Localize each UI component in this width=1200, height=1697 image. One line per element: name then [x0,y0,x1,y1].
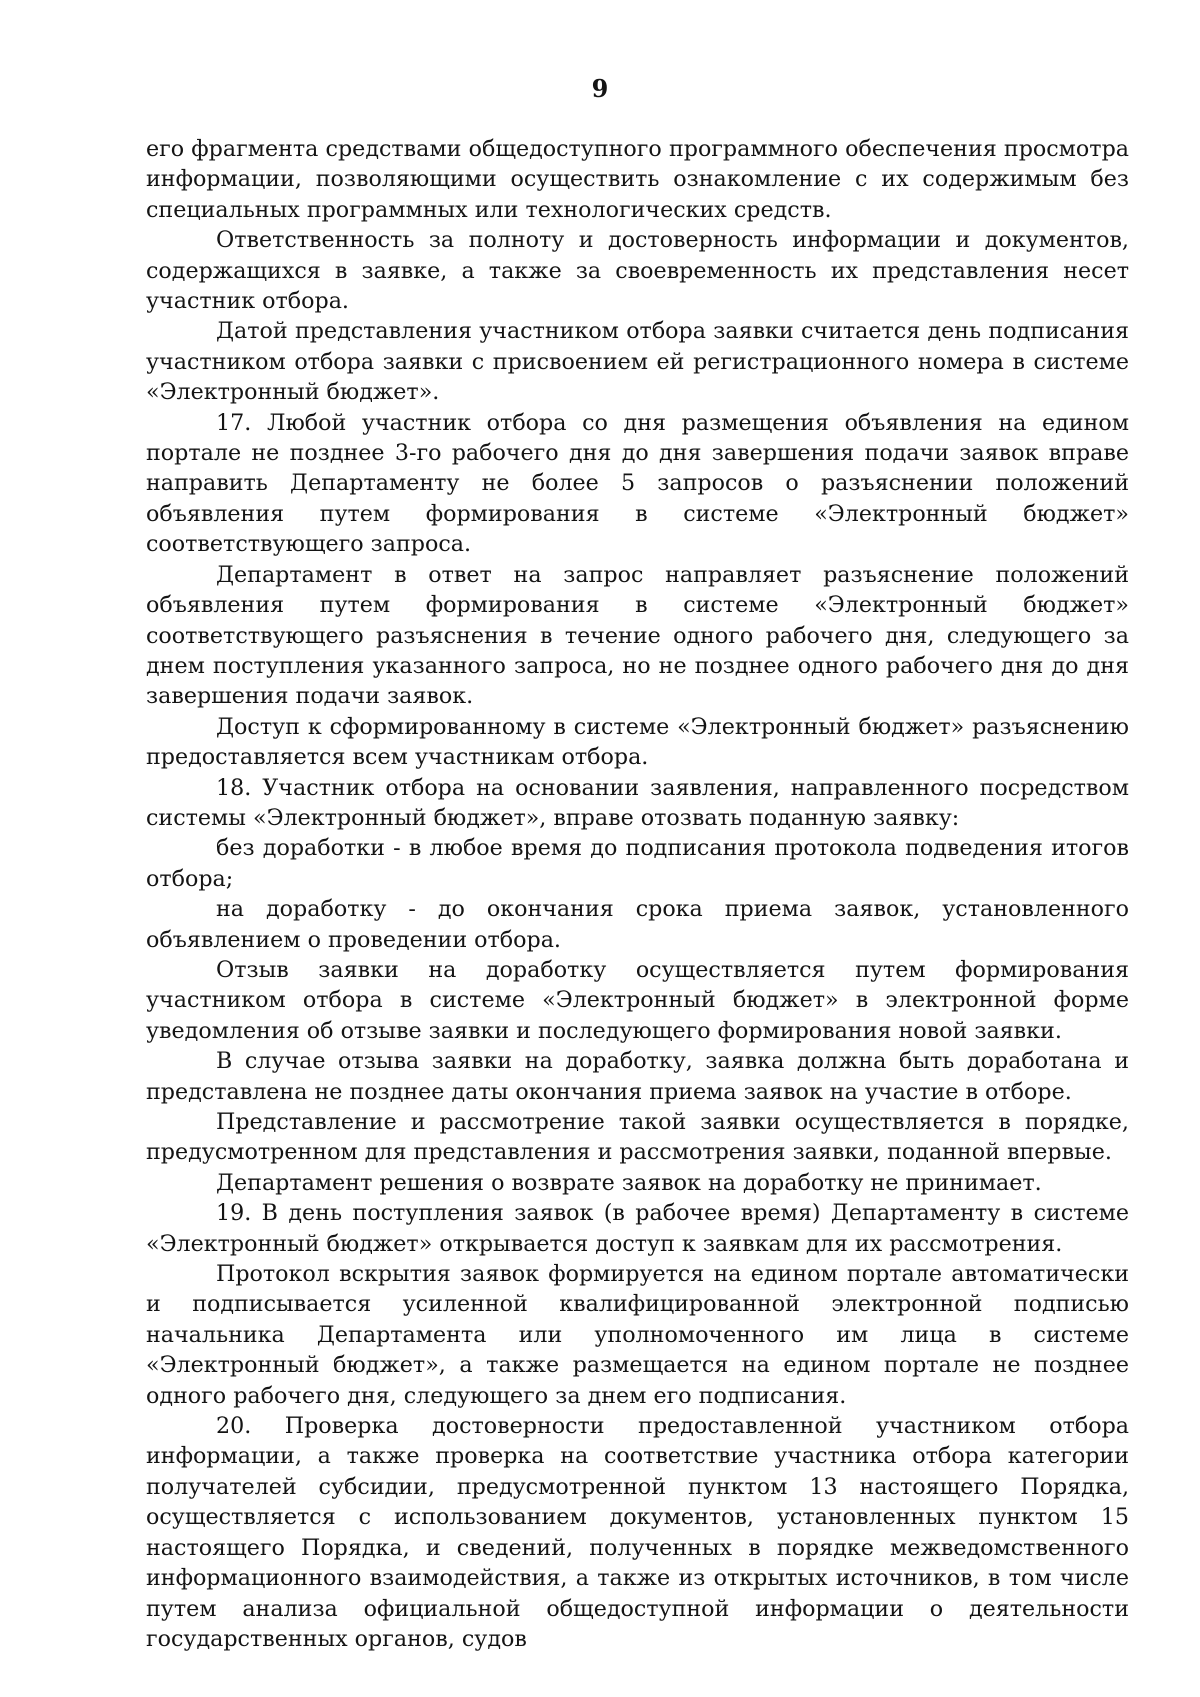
paragraph: Департамент в ответ на запрос направляет разъяснение положений объявления путем формирования в системе «Электронный бюджет» соответствующего разъяснения в течение одного рабочего дня, следующего за днем поступления указанного запроса, но не позднее одного рабочего дня до дня завершения подачи заявок. [146,561,1129,710]
paragraph: его фрагмента средствами общедоступного программного обеспечения просмотра информации, позволяющими осуществить ознакомление с их содержимым без специальных программных или технологических средств. [146,136,1129,223]
document-body [146,134,1129,1654]
paragraph: Департамент решения о возврате заявок на доработку не принимает. [216,1169,1042,1196]
paragraph: Датой представления участником отбора заявки считается день подписания участником отбора заявки с присвоением ей регистрационного номера в системе «Электронный бюджет». [146,318,1129,406]
paragraph: без доработки - в любое время до подписания протокола подведения итогов отбора; [146,835,1129,892]
page-number: 9 [591,74,609,103]
paragraph: 18. Участник отбора на основании заявления, направленного посредством системы «Электронный бюджет», вправе отозвать поданную заявку: [146,774,1129,831]
paragraph: Представление и рассмотрение такой заявки осуществляется в порядке, предусмотренном для представления и рассмотрения заявки, поданной впервые. [146,1109,1129,1166]
paragraph: 19. В день поступления заявок (в рабочее время) Департаменту в системе «Электронный бюджет» открывается доступ к заявкам для их рассмотрения. [146,1200,1129,1257]
paragraph: 17. Любой участник отбора со дня размещения объявления на едином портале не позднее 3-го рабочего дня до дня завершения подачи заявок вправе направить Департаменту не более 5 запросов о разъяснении положений объявления путем формирования в системе «Электронный бюджет» соответствующего запроса. [146,409,1129,558]
paragraph: Отзыв заявки на доработку осуществляется путем формирования участником отбора в системе «Электронный бюджет» в электронной форме уведомления об отзыве заявки и последующего формирования новой заявки. [146,956,1129,1044]
paragraph: Ответственность за полноту и достоверность информации и документов, содержащихся в заявке, а также за своевременность их представления несет участник отбора. [146,227,1129,315]
paragraph: Доступ к сформированному в системе «Электронный бюджет» разъяснению предоставляется всем участникам отбора. [146,713,1129,771]
paragraph: Протокол вскрытия заявок формируется на едином портале автоматически и подписывается усиленной квалифицированной электронной подписью начальника Департамента или уполномоченного им лица в системе «Электронный бюджет», а также размещается на едином портале не позднее одного рабочего дня, следующего за днем его подписания. [146,1261,1129,1409]
paragraph: 20. Проверка достоверности предоставленной участником отбора информации, а также проверка на соответствие участника отбора категории получателей субсидии, предусмотренной пунктом 13 настоящего Порядка, осуществляется с использованием документов, установленных пунктом 15 настоящего Порядка, и сведений, полученных в порядке межведомственного информационного взаимодействия, а также из открытых источников, в том числе путем анализа официальной общедоступной информации о деятельности государственных органов, судов [146,1413,1129,1652]
paragraph: В случае отзыва заявки на доработку, заявка должна быть доработана и представлена не позднее даты окончания приема заявок на участие в отборе. [146,1048,1129,1105]
paragraph: на доработку - до окончания срока приема заявок, установленного объявлением о проведении отбора. [146,896,1129,953]
